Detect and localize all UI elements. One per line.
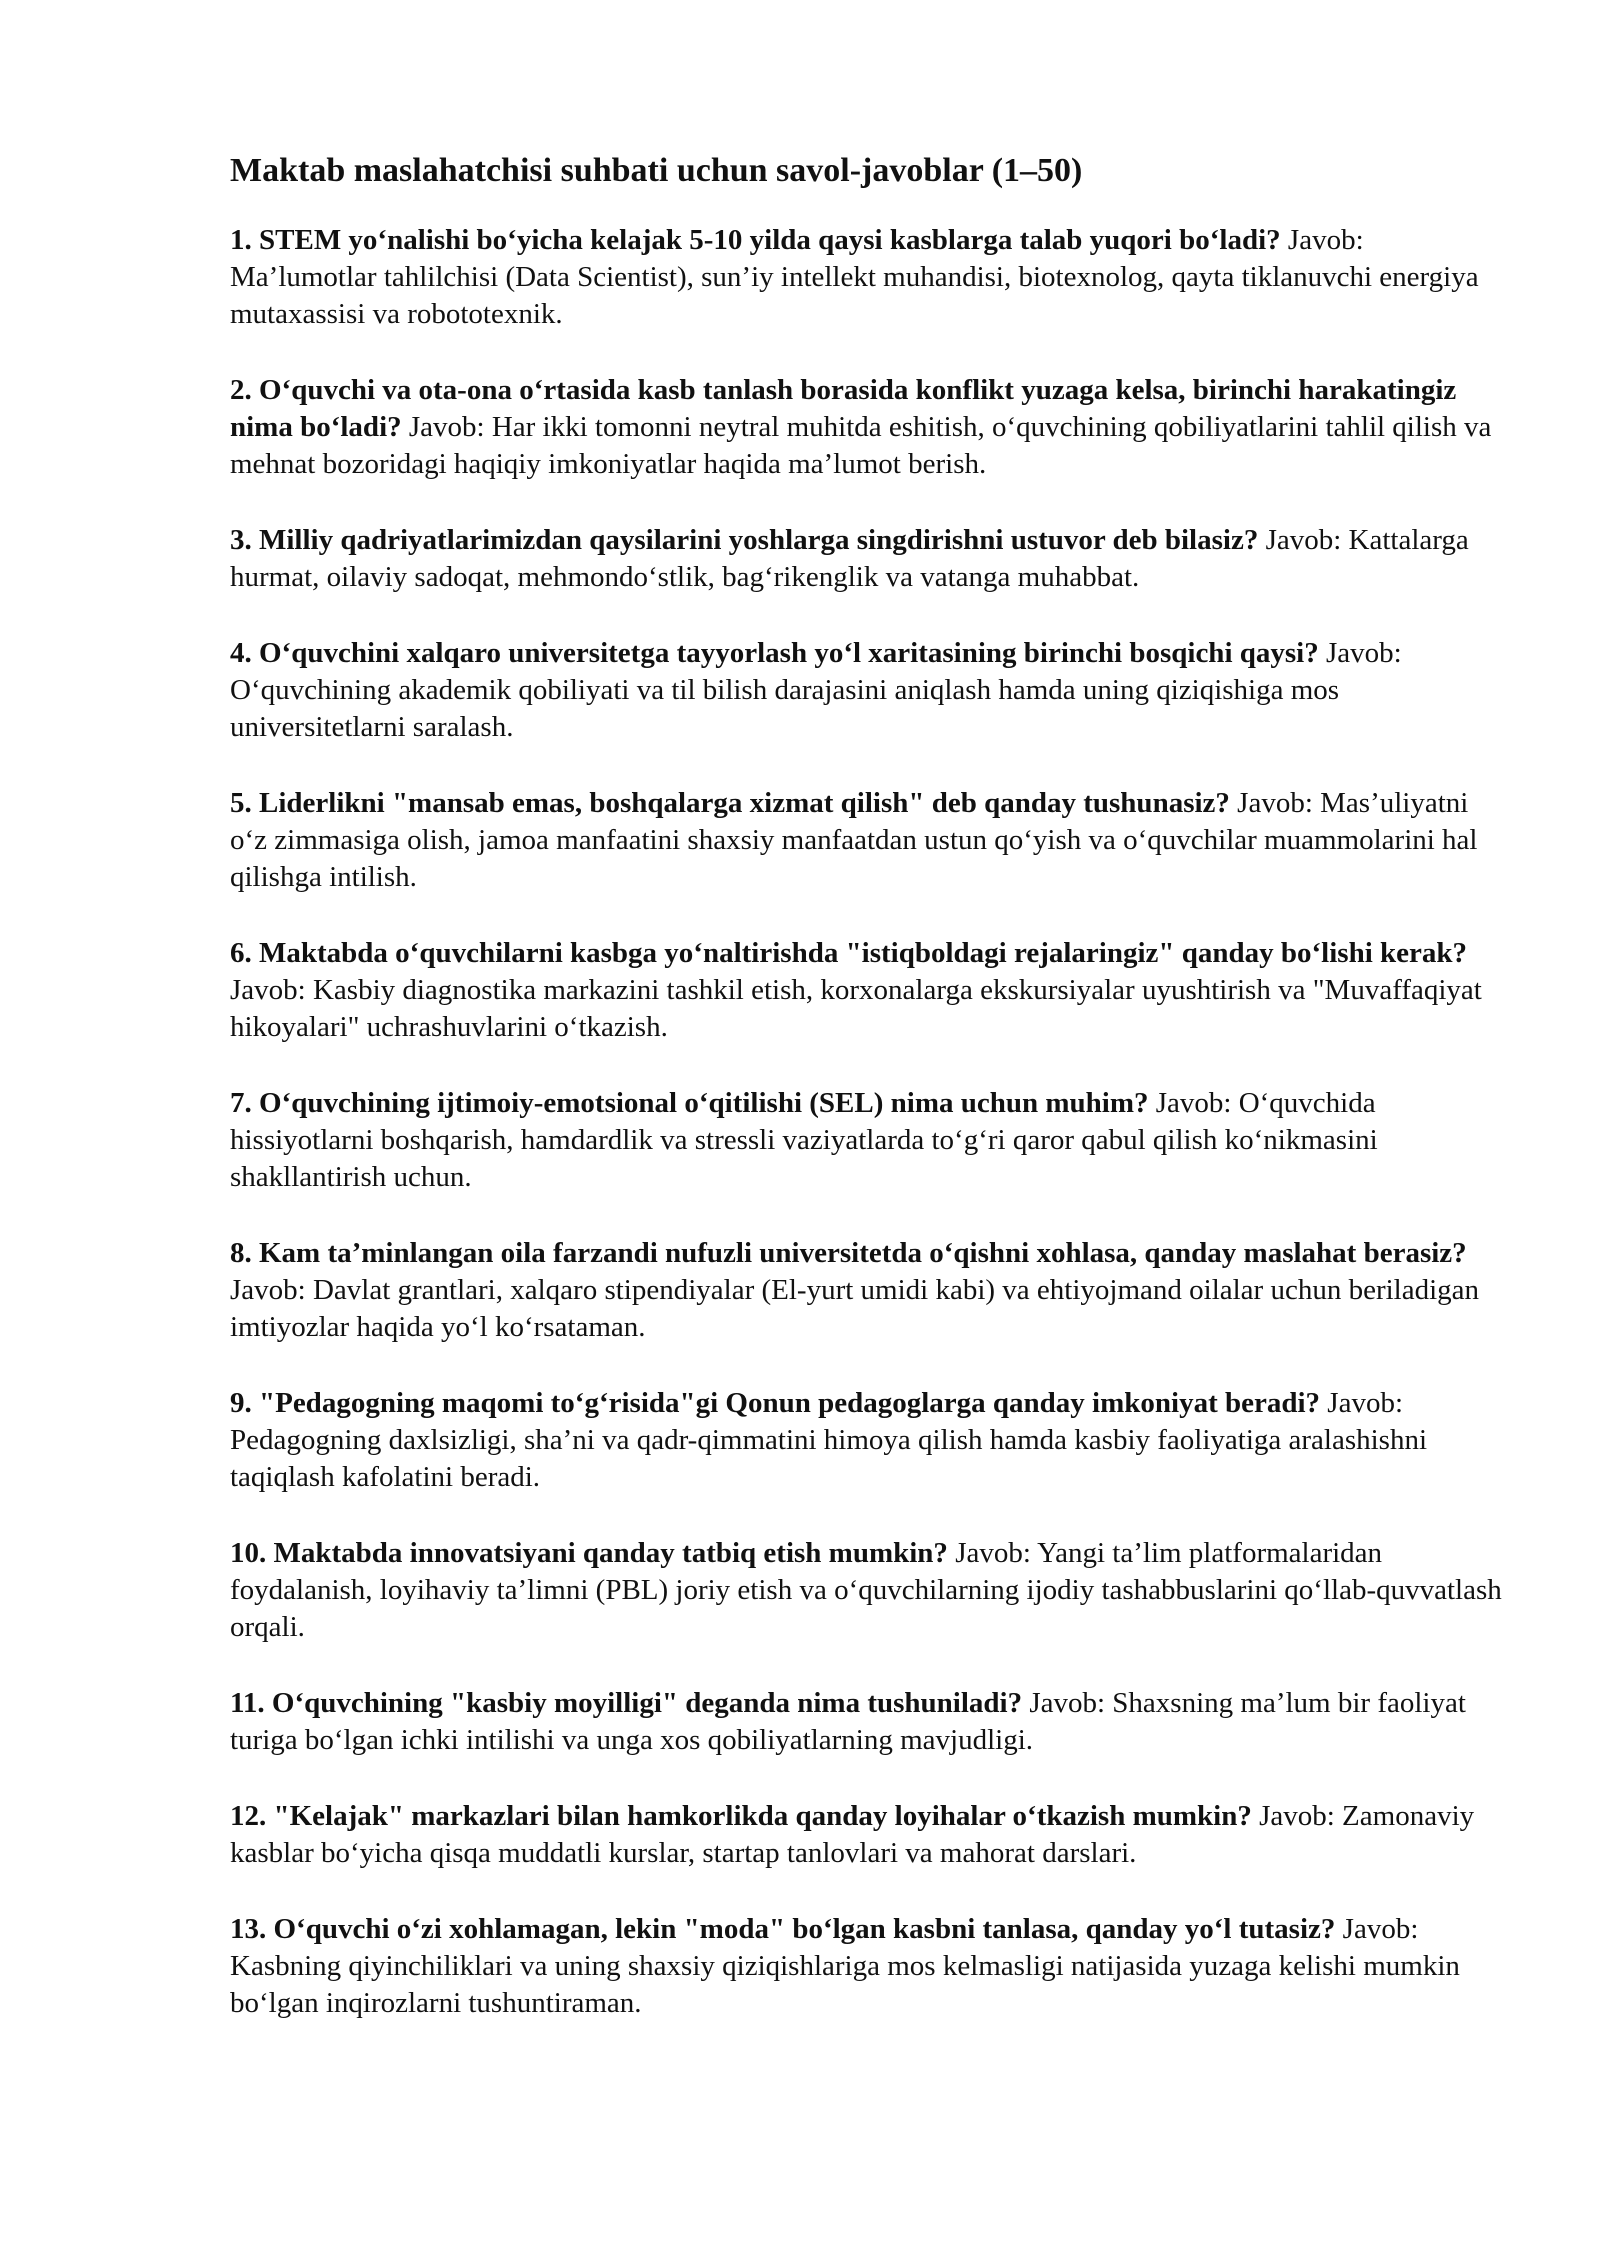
question-text: 11. O‘quvchining "kasbiy moyilligi" deganda nima tushuniladi? bbox=[230, 1687, 1023, 1719]
question-text: 6. Maktabda o‘quvchilarni kasbga yo‘naltirishda "istiqboldagi rejalaringiz" qanday bo‘lishi kerak? bbox=[230, 937, 1468, 969]
qa-item-13 bbox=[230, 1911, 1510, 2022]
answer-text: Javob: Davlat grantlari, xalqaro stipendiyalar (El-yurt umidi kabi) va ehtiyojmand oilalar uchun beriladigan imtiyozlar haqida yo‘l ko‘rsataman. bbox=[230, 1274, 1480, 1343]
question-text: 10. Maktabda innovatsiyani qanday tatbiq etish mumkin? bbox=[230, 1537, 948, 1569]
answer-text: Javob: Shaxsning ma’lum bir faoliyat turiga bo‘lgan ichki intilishi va unga xos qobiliyatlarning mavjudligi. bbox=[230, 1687, 1466, 1756]
question-text: 9. "Pedagogning maqomi to‘g‘risida"gi Qonun pedagoglarga qanday imkoniyat beradi? bbox=[230, 1387, 1321, 1419]
qa-item-2 bbox=[230, 372, 1510, 483]
qa-item-10 bbox=[230, 1535, 1510, 1646]
document-page bbox=[230, 148, 1510, 2061]
qa-item-7 bbox=[230, 1085, 1510, 1196]
question-text: 4. O‘quvchini xalqaro universitetga tayyorlash yo‘l xaritasining birinchi bosqichi qaysi? bbox=[230, 637, 1319, 669]
answer-text: Javob: O‘quvchining akademik qobiliyati va til bilish darajasini aniqlash hamda uning qiziqishiga mos universitetlarni saralash. bbox=[230, 637, 1402, 743]
answer-text: Javob: Mas’uliyatni o‘z zimmasiga olish, jamoa manfaatini shaxsiy manfaatdan ustun qo‘yish va o‘quvchilar muammolarini hal qilishga intilish. bbox=[230, 787, 1478, 893]
question-text: 8. Kam ta’minlangan oila farzandi nufuzli universitetda o‘qishni xohlasa, qanday maslahat berasiz? bbox=[230, 1237, 1467, 1269]
question-text: 3. Milliy qadriyatlarimizdan qaysilarini yoshlarga singdirishni ustuvor deb bilasiz? bbox=[230, 524, 1259, 556]
question-text: 13. O‘quvchi o‘zi xohlamagan, lekin "moda" bo‘lgan kasbni tanlasa, qanday yo‘l tutasiz? bbox=[230, 1913, 1336, 1945]
qa-item-5 bbox=[230, 785, 1510, 896]
qa-item-4 bbox=[230, 635, 1510, 746]
question-text: 5. Liderlikni "mansab emas, boshqalarga xizmat qilish" deb qanday tushunasiz? bbox=[230, 787, 1230, 819]
qa-item-12 bbox=[230, 1798, 1510, 1872]
qa-item-1 bbox=[230, 222, 1510, 333]
answer-text: Javob: Kasbiy diagnostika markazini tashkil etish, korxonalarga ekskursiyalar uyushtirish va "Muvaffaqiyat hikoyalari" uchrashuvlarini o‘tkazish. bbox=[230, 974, 1482, 1043]
qa-item-9 bbox=[230, 1385, 1510, 1496]
question-text: 12. "Kelajak" markazlari bilan hamkorlikda qanday loyihalar o‘tkazish mumkin? bbox=[230, 1800, 1252, 1832]
qa-item-11 bbox=[230, 1685, 1510, 1759]
qa-item-6 bbox=[230, 935, 1510, 1046]
answer-text: Javob: Kattalarga hurmat, oilaviy sadoqat, mehmondo‘stlik, bag‘rikenglik va vatanga muhabbat. bbox=[230, 524, 1469, 593]
question-text: 2. O‘quvchi va ota-ona o‘rtasida kasb tanlash borasida konflikt yuzaga kelsa, birinchi harakatingiz nima bo‘ladi? bbox=[230, 374, 1457, 443]
question-text: 1. STEM yo‘nalishi bo‘yicha kelajak 5-10 yilda qaysi kasblarga talab yuqori bo‘ladi? bbox=[230, 224, 1281, 256]
question-text: 7. O‘quvchining ijtimoiy-emotsional o‘qitilishi (SEL) nima uchun muhim? bbox=[230, 1087, 1149, 1119]
answer-text: Javob: Ma’lumotlar tahlilchisi (Data Scientist), sun’iy intellekt muhandisi, biotexnolog, qayta tiklanuvchi energiya mutaxassisi va robototexnik. bbox=[230, 224, 1479, 330]
document-title: Maktab maslahatchisi suhbati uchun savol-javoblar (1–50) bbox=[230, 152, 1083, 189]
qa-item-8 bbox=[230, 1235, 1510, 1346]
qa-item-3 bbox=[230, 522, 1510, 596]
answer-text: Javob: Har ikki tomonni neytral muhitda eshitish, o‘quvchining qobiliyatlarini tahlil qilish va mehnat bozoridagi haqiqiy imkoniyatlar haqida ma’lumot berish. bbox=[230, 411, 1492, 480]
answer-text: Javob: Zamonaviy kasblar bo‘yicha qisqa muddatli kurslar, startap tanlovlari va mahorat darslari. bbox=[230, 1800, 1475, 1869]
answer-text: Javob: Pedagogning daxlsizligi, sha’ni va qadr-qimmatini himoya qilish hamda kasbiy faoliyatiga aralashishni taqiqlash kafolatini beradi. bbox=[230, 1387, 1428, 1493]
answer-text: Javob: Kasbning qiyinchiliklari va uning shaxsiy qiziqishlariga mos kelmasligi natijasida yuzaga kelishi mumkin bo‘lgan inqirozlarni tushuntiraman. bbox=[230, 1913, 1460, 2019]
answer-text: Javob: Yangi ta’lim platformalaridan foydalanish, loyihaviy ta’limni (PBL) joriy etish va o‘quvchilarning ijodiy tashabbuslarini qo‘llab-quvvatlash orqali. bbox=[230, 1537, 1502, 1643]
answer-text: Javob: O‘quvchida hissiyotlarni boshqarish, hamdardlik va stressli vaziyatlarda to‘g‘ri qaror qabul qilish ko‘nikmasini shakllantirish uchun. bbox=[230, 1087, 1378, 1193]
